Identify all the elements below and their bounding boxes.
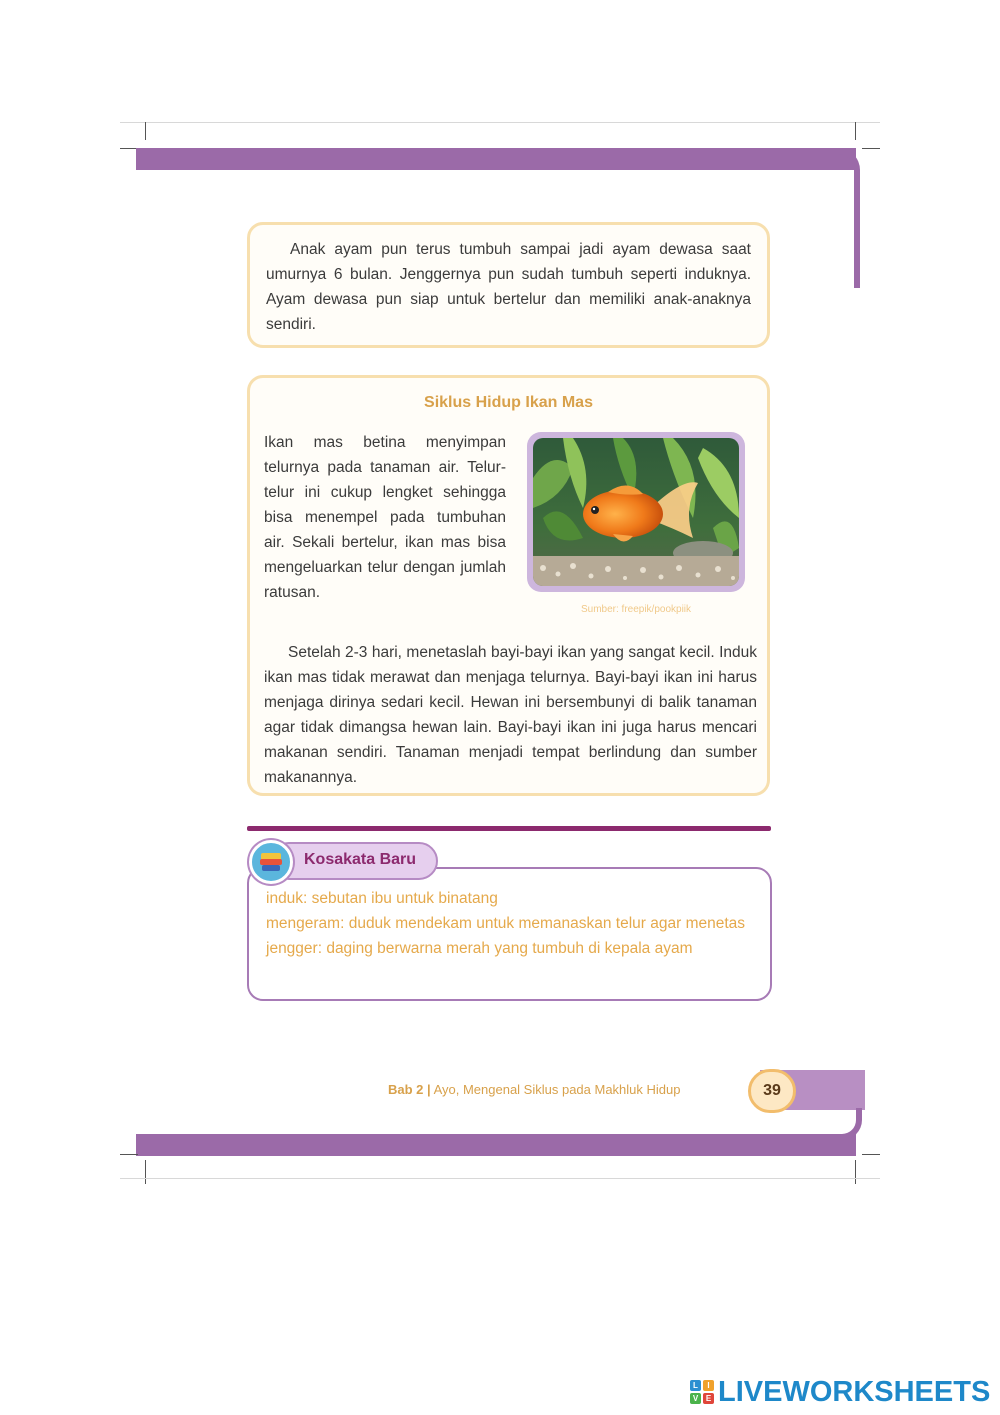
crop-mark — [862, 148, 880, 149]
crop-mark — [855, 122, 856, 140]
liveworksheets-watermark — [690, 1372, 990, 1412]
footer-band-curl — [830, 1108, 862, 1140]
section-title: Siklus Hidup Ikan Mas — [424, 394, 593, 411]
crop-mark — [862, 1154, 880, 1155]
chicken-adult-paragraph: Anak ayam pun terus tumbuh sampai jadi ayam dewasa saat umurnya 6 bulan. Jenggernya pun sudah tumbuh seperti induknya. Ayam dewasa pun siap untuk bertelur dan memiliki anak-anaknya sendiri. — [266, 241, 751, 333]
vocab-item: jengger: daging berwarna merah yang tumbuh di kepala ayam — [266, 940, 693, 957]
footer-chapter-title: Ayo, Mengenal Siklus pada Makhluk Hidup — [433, 1082, 681, 1097]
vocab-item: induk: sebutan ibu untuk binatang — [266, 890, 498, 907]
vocab-divider — [247, 826, 771, 831]
vocab-item: mengeram: duduk mendekam untuk memanaskan telur agar menetas — [266, 915, 746, 932]
goldfish-photo — [533, 438, 739, 586]
vocab-title: Kosakata Baru — [270, 842, 438, 880]
footer-bab: Bab 2 — [388, 1082, 424, 1097]
watermark-text: LIVEWORKSHEETS — [718, 1375, 991, 1408]
page-number: 39 — [748, 1069, 796, 1113]
crop-mark — [145, 122, 146, 140]
book-icon-graphic — [252, 843, 290, 881]
vocab-box — [247, 867, 772, 1001]
liveworksheets-logo-icon — [690, 1380, 714, 1404]
goldfish-hatch-paragraph: Setelah 2-3 hari, menetaslah bayi-bayi ikan yang sangat kecil. Induk ikan mas tidak merawat dan menjaga telurnya. Bayi-bayi ikan ini harus menjaga dirinya sedari kecil. Hewan ini bersembunyi di balik tanaman agar tidak dimangsa hewan lain. Bayi-bayi ikan ini juga harus mencari makanan sendiri. Tanaman menjadi tempat berlindung dan sumber makanannya. — [264, 644, 757, 786]
chicken-adult-box — [247, 222, 770, 348]
header-band-curl — [836, 148, 860, 288]
photo-source-caption: Sumber: freepik/pookpiik — [580, 604, 692, 615]
page-bottom-line — [120, 1178, 880, 1179]
logo-letter: I — [703, 1380, 714, 1391]
goldfish-lifecycle-box — [247, 375, 770, 796]
crop-mark — [120, 1154, 138, 1155]
logo-letter: E — [703, 1393, 714, 1404]
logo-letter: V — [690, 1393, 701, 1404]
logo-letter: L — [690, 1380, 701, 1391]
page-top-line — [120, 122, 880, 123]
header-band — [136, 148, 856, 170]
goldfish-photo-frame — [527, 432, 745, 592]
footer-band — [136, 1134, 856, 1156]
crop-mark — [855, 1160, 856, 1184]
crop-mark — [145, 1160, 146, 1184]
footer-separator: | — [427, 1082, 431, 1097]
goldfish-illustration — [533, 438, 739, 586]
footer-chapter — [388, 1082, 680, 1097]
book-icon — [249, 840, 293, 884]
goldfish-eggs-paragraph: Ikan mas betina menyimpan telurnya pada tanaman air. Telur-telur ini cukup lengket sehingga bisa menempel pada tumbuhan air. Sekali bertelur, ikan mas bisa mengeluarkan telur dengan jumlah ratusan. — [264, 434, 506, 601]
